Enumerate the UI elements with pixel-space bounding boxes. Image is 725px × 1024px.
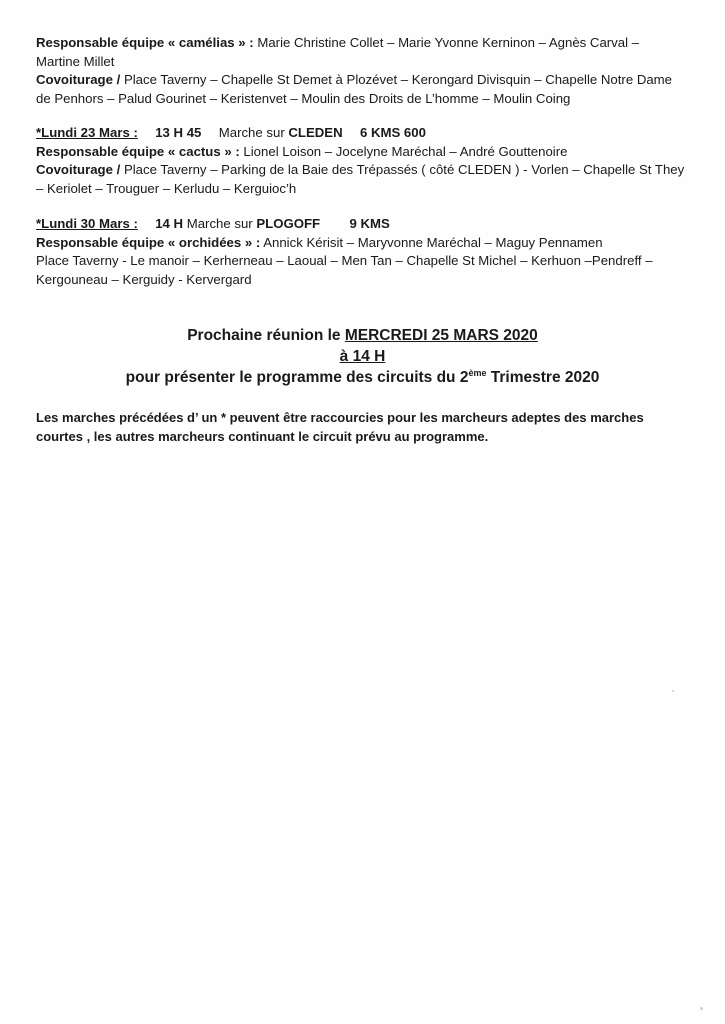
- scan-speck: [700, 1007, 703, 1010]
- team-orchidees-line: [36, 234, 691, 253]
- team-members-continued: Martine Millet: [36, 53, 115, 69]
- walk-header: [36, 215, 691, 234]
- note-line: Les marches précédées d’ un * peuvent être raccourcies pour les marcheurs adeptes des marches: [36, 410, 644, 425]
- meeting-prefix: Prochaine réunion le: [187, 327, 341, 344]
- carpool-line: [36, 161, 691, 180]
- meeting-purpose-sup: ème: [468, 367, 487, 378]
- meeting-date-line: [0, 326, 725, 347]
- meeting-time-line: [0, 347, 725, 368]
- carpool-route: Place Taverny – Chapelle St Demet à Plozévet – Kerongard Divisquin – Chapelle Notre Dame: [123, 72, 672, 87]
- walk-time: 14 H: [155, 216, 184, 231]
- team-label: Responsable équipe « orchidées » :: [36, 234, 261, 250]
- scan-speck: [672, 690, 674, 692]
- walk-date: *Lundi 23 Mars :: [36, 125, 138, 140]
- walk-on-label: Marche sur: [186, 216, 253, 231]
- walk-date: *Lundi 30 Mars :: [36, 216, 138, 231]
- team-members: Lionel Loison – Jocelyne Maréchal – André Gouttenoire: [243, 143, 568, 159]
- route-line-continued: Kergouneau – Kerguidy - Kervergard: [36, 271, 252, 287]
- carpool-route-continued: – Keriolet – Trouguer – Kerludu – Kerguioc’h: [36, 180, 297, 196]
- team-label: Responsable équipe « cactus » :: [36, 143, 240, 159]
- carpool-route: Place Taverny – Parking de la Baie des Trépassés ( côté CLEDEN ) - Vorlen – Chapelle St They: [123, 162, 685, 177]
- carpool-route-continued: de Penhors – Palud Gourinet – Keristenvet – Moulin des Droits de L’homme – Moulin Coing: [36, 90, 571, 106]
- walk-place: CLEDEN: [288, 125, 343, 140]
- meeting-purpose-suffix: Trimestre 2020: [486, 369, 600, 386]
- shortcut-note: [36, 408, 696, 446]
- walk-header: [36, 124, 691, 143]
- section-lundi-23: [36, 124, 691, 198]
- walk-on-label: Marche sur: [218, 125, 285, 140]
- section-camelias: [36, 34, 691, 108]
- walk-distance: 6 KMS 600: [359, 125, 426, 140]
- team-camelias-line: [36, 34, 691, 53]
- section-lundi-30: [36, 215, 691, 289]
- meeting-date: MERCREDI 25 MARS 2020: [344, 327, 538, 344]
- team-members: Annick Kérisit – Maryvonne Maréchal – Maguy Pennamen: [263, 234, 603, 250]
- meeting-purpose-line: [0, 368, 725, 389]
- team-label: Responsable équipe « camélias » :: [36, 35, 254, 50]
- walk-place: PLOGOFF: [256, 216, 321, 231]
- carpool-label: Covoiturage /: [36, 162, 121, 177]
- team-members: Marie Christine Collet – Marie Yvonne Kerninon – Agnès Carval –: [257, 35, 640, 50]
- walk-distance: 9 KMS: [349, 216, 390, 231]
- meeting-time: à 14 H: [339, 348, 386, 365]
- carpool-label: Covoiturage /: [36, 72, 121, 87]
- team-cactus-line: [36, 143, 691, 162]
- walk-time: 13 H 45: [155, 125, 202, 140]
- route-line: Place Taverny - Le manoir – Kerherneau – Laoual – Men Tan – Chapelle St Michel – Kerhuon –Pendreff –: [36, 253, 653, 268]
- note-line-continued: courtes , les autres marcheurs continuant le circuit prévu au programme.: [36, 429, 489, 444]
- carpool-line: [36, 71, 691, 90]
- meeting-purpose-prefix: pour présenter le programme des circuits du 2: [125, 369, 469, 386]
